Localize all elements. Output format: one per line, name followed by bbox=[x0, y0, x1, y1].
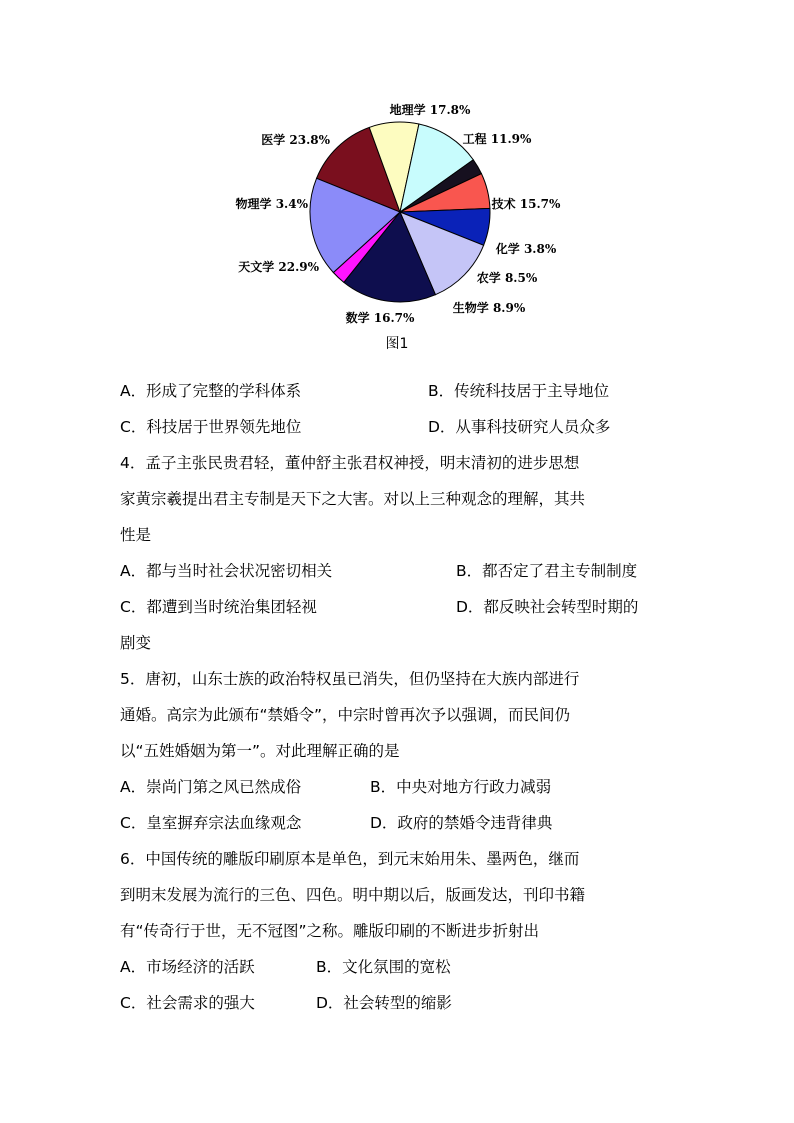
q4-options-row-1 bbox=[120, 553, 680, 589]
q6-option-d[interactable]: D．社会转型的缩影 bbox=[316, 994, 452, 1012]
pie-chart-svg bbox=[200, 90, 600, 345]
pie-label-2: 技术 15.7% bbox=[491, 197, 561, 211]
q6-option-b[interactable]: B．文化氛围的宽松 bbox=[316, 958, 451, 976]
q5-options-row-1 bbox=[120, 769, 680, 805]
q6-option-a[interactable]: A．市场经济的活跃 bbox=[120, 958, 255, 976]
q4-stem-line-1: 4．孟子主张民贵君轻，董仲舒主张君权神授，明末清初的进步思想 bbox=[120, 454, 580, 472]
q5-option-c[interactable]: C．皇室摒弃宗法血缘观念 bbox=[120, 814, 302, 832]
pie-chart bbox=[200, 90, 600, 345]
q4-option-c[interactable]: C．都遭到当时统治集团轻视 bbox=[120, 598, 317, 616]
pie-label-1: 工程 11.9% bbox=[462, 132, 532, 146]
pie-label-9: 医学 23.8% bbox=[261, 133, 330, 147]
q6-stem-line-2: 到明末发展为流行的三色、四色。明中期以后，版画发达，刊印书籍 bbox=[120, 886, 586, 904]
figure-caption: 图1 bbox=[385, 336, 409, 352]
q3-option-a[interactable]: A．形成了完整的学科体系 bbox=[120, 382, 302, 400]
pie-label-7: 天文学 22.9% bbox=[238, 260, 319, 274]
q5-stem-line-3: 以“五姓婚姻为第一”。对此理解正确的是 bbox=[120, 742, 400, 760]
q4-option-d-continued: 剧变 bbox=[120, 634, 152, 652]
q6-stem-line-3: 有“传奇行于世，无不冠图”之称。雕版印刷的不断进步折射出 bbox=[120, 922, 540, 940]
q6-options-row-1 bbox=[120, 949, 680, 985]
q3-options-row-2 bbox=[120, 409, 680, 445]
q5-option-d[interactable]: D．政府的禁婚令违背律典 bbox=[370, 814, 553, 832]
pie-label-6: 数学 16.7% bbox=[345, 311, 415, 325]
pie-label-5: 生物学 8.9% bbox=[452, 301, 526, 315]
q5-stem-line-1: 5．唐初，山东士族的政治特权虽已消失，但仍坚持在大族内部进行 bbox=[120, 670, 580, 688]
pie-label-3: 化学 3.8% bbox=[495, 242, 557, 256]
q4-option-a[interactable]: A．都与当时社会状况密切相关 bbox=[120, 562, 333, 580]
q4-option-b[interactable]: B．都否定了君主专制制度 bbox=[456, 562, 638, 580]
q3-option-b[interactable]: B．传统科技居于主导地位 bbox=[428, 382, 610, 400]
q3-options-row-1 bbox=[120, 373, 680, 409]
q5-option-a[interactable]: A．崇尚门第之风已然成俗 bbox=[120, 778, 302, 796]
q4-stem-line-2: 家黄宗羲提出君主专制是天下之大害。对以上三种观念的理解，其共 bbox=[120, 490, 586, 508]
q6-option-c[interactable]: C．社会需求的强大 bbox=[120, 994, 255, 1012]
q4-options-row-2 bbox=[120, 589, 680, 625]
q6-options-row-2 bbox=[120, 985, 680, 1021]
q4-stem-line-3: 性是 bbox=[120, 526, 152, 544]
q5-stem-line-2: 通婚。高宗为此颁布“禁婚令”，中宗时曾再次予以强调，而民间仍 bbox=[120, 706, 571, 724]
q3-option-d[interactable]: D．从事科技研究人员众多 bbox=[428, 418, 611, 436]
question-content bbox=[120, 373, 680, 1021]
q4-option-d[interactable]: D．都反映社会转型时期的 bbox=[456, 598, 639, 616]
q6-stem-line-1: 6．中国传统的雕版印刷原本是单色，到元末始用朱、墨两色，继而 bbox=[120, 850, 580, 868]
pie-label-4: 农学 8.5% bbox=[476, 271, 538, 285]
pie-label-8: 物理学 3.4% bbox=[235, 197, 308, 211]
q5-option-b[interactable]: B．中央对地方行政力减弱 bbox=[370, 778, 552, 796]
q5-options-row-2 bbox=[120, 805, 680, 841]
q3-option-c[interactable]: C．科技居于世界领先地位 bbox=[120, 418, 302, 436]
pie-label-0: 地理学 17.8% bbox=[389, 103, 471, 117]
